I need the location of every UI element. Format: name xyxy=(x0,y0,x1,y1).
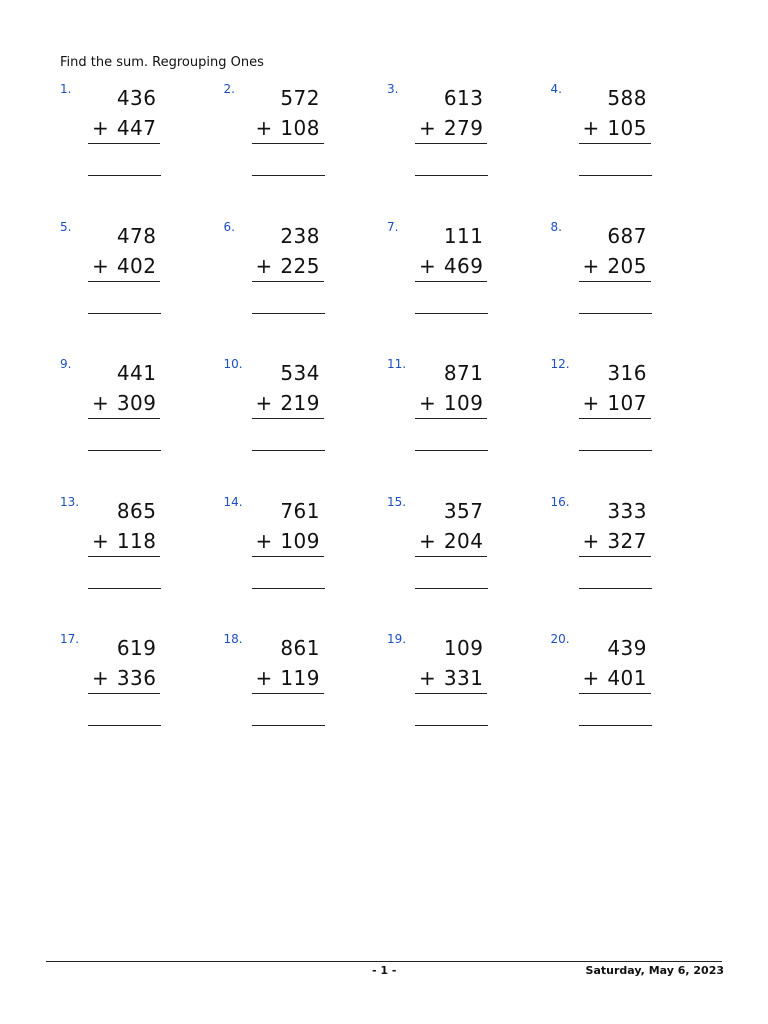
plus-sign: + xyxy=(92,253,109,278)
plus-sign: + xyxy=(582,528,600,553)
addition-problem xyxy=(60,495,224,633)
problem-number: 13. xyxy=(60,494,80,509)
addition-problem xyxy=(551,495,715,633)
sum-line xyxy=(88,556,160,557)
top-addend: 357 xyxy=(443,498,484,523)
plus-sign: + xyxy=(92,391,109,415)
problem-number: 1. xyxy=(60,82,72,96)
top-addend: 111 xyxy=(443,223,484,248)
addition-problem xyxy=(60,632,224,770)
problem-number: 16. xyxy=(550,494,570,509)
addition-problem xyxy=(551,632,715,770)
answer-line xyxy=(415,450,488,451)
answer-line xyxy=(579,313,652,314)
plus-sign: + xyxy=(419,116,436,140)
footer-divider xyxy=(46,961,722,962)
top-addend: 534 xyxy=(280,361,320,385)
problem-number: 7. xyxy=(387,219,399,234)
problem-number: 14. xyxy=(223,494,243,509)
plus-sign: + xyxy=(255,116,273,140)
addition-problem xyxy=(60,82,224,220)
bottom-addend: 105 xyxy=(607,116,647,140)
answer-line xyxy=(415,725,488,726)
top-addend: 761 xyxy=(280,498,320,523)
answer-line xyxy=(579,725,652,726)
problem-number: 5. xyxy=(60,219,72,234)
plus-sign: + xyxy=(92,116,109,140)
plus-sign: + xyxy=(255,528,273,553)
answer-line xyxy=(252,175,325,176)
answer-line xyxy=(88,450,161,451)
bottom-addend: 225 xyxy=(280,253,320,278)
addition-problem xyxy=(551,357,715,495)
top-addend: 436 xyxy=(116,86,157,110)
addition-problem xyxy=(60,220,224,358)
top-addend: 316 xyxy=(607,361,647,385)
bottom-addend: 401 xyxy=(607,666,647,690)
bottom-addend: 309 xyxy=(116,391,157,415)
top-addend: 619 xyxy=(116,636,157,660)
top-addend: 238 xyxy=(280,223,320,248)
sum-line xyxy=(252,693,324,694)
answer-line xyxy=(415,175,488,176)
problem-number: 15. xyxy=(387,494,407,509)
answer-line xyxy=(252,313,325,314)
addition-problem xyxy=(224,632,388,770)
addition-problem xyxy=(387,495,551,633)
top-addend: 441 xyxy=(116,361,157,385)
addition-problem xyxy=(387,82,551,220)
sum-line xyxy=(252,418,324,419)
sum-line xyxy=(415,281,487,282)
problem-number: 4. xyxy=(550,82,562,96)
sum-line xyxy=(88,418,160,419)
bottom-addend: 118 xyxy=(116,528,157,553)
sum-line xyxy=(415,556,487,557)
answer-line xyxy=(252,588,325,589)
plus-sign: + xyxy=(92,528,109,553)
answer-line xyxy=(252,725,325,726)
top-addend: 865 xyxy=(116,498,157,523)
sum-line xyxy=(252,143,324,144)
bottom-addend: 219 xyxy=(280,391,320,415)
top-addend: 478 xyxy=(116,223,157,248)
addition-problem xyxy=(551,82,715,220)
plus-sign: + xyxy=(582,116,600,140)
problem-number: 19. xyxy=(387,632,407,646)
answer-line xyxy=(415,313,488,314)
footer-date: Saturday, May 6, 2023 xyxy=(585,964,724,977)
plus-sign: + xyxy=(419,391,436,415)
answer-line xyxy=(579,588,652,589)
problem-grid xyxy=(60,82,714,770)
answer-line xyxy=(579,175,652,176)
bottom-addend: 327 xyxy=(607,528,647,553)
bottom-addend: 109 xyxy=(280,528,320,553)
problem-number: 8. xyxy=(550,219,562,234)
sum-line xyxy=(415,418,487,419)
sum-line xyxy=(252,281,324,282)
sum-line xyxy=(579,418,651,419)
page-number: - 1 - xyxy=(372,964,397,977)
sum-line xyxy=(252,556,324,557)
plus-sign: + xyxy=(419,528,436,553)
plus-sign: + xyxy=(582,391,600,415)
bottom-addend: 204 xyxy=(443,528,484,553)
plus-sign: + xyxy=(419,666,436,690)
addition-problem xyxy=(224,357,388,495)
bottom-addend: 402 xyxy=(116,253,157,278)
answer-line xyxy=(88,725,161,726)
bottom-addend: 119 xyxy=(280,666,320,690)
sum-line xyxy=(579,281,651,282)
top-addend: 588 xyxy=(607,86,647,110)
top-addend: 333 xyxy=(607,498,647,523)
plus-sign: + xyxy=(255,666,273,690)
answer-line xyxy=(88,588,161,589)
addition-problem xyxy=(387,220,551,358)
top-addend: 572 xyxy=(280,86,320,110)
problem-number: 2. xyxy=(223,82,235,96)
problem-number: 18. xyxy=(223,632,243,646)
top-addend: 687 xyxy=(607,223,647,248)
plus-sign: + xyxy=(419,253,436,278)
sum-line xyxy=(415,143,487,144)
answer-line xyxy=(579,450,652,451)
plus-sign: + xyxy=(582,253,600,278)
top-addend: 109 xyxy=(443,636,484,660)
addition-problem xyxy=(60,357,224,495)
bottom-addend: 108 xyxy=(280,116,320,140)
problem-number: 12. xyxy=(550,357,570,371)
plus-sign: + xyxy=(255,391,273,415)
bottom-addend: 447 xyxy=(116,116,157,140)
problem-number: 6. xyxy=(223,219,235,234)
top-addend: 861 xyxy=(280,636,320,660)
bottom-addend: 336 xyxy=(116,666,157,690)
answer-line xyxy=(88,175,161,176)
top-addend: 613 xyxy=(443,86,484,110)
problem-number: 20. xyxy=(550,632,570,646)
problem-number: 17. xyxy=(60,632,80,646)
top-addend: 439 xyxy=(607,636,647,660)
addition-problem xyxy=(224,220,388,358)
bottom-addend: 109 xyxy=(443,391,484,415)
sum-line xyxy=(579,693,651,694)
bottom-addend: 469 xyxy=(443,253,484,278)
answer-line xyxy=(415,588,488,589)
addition-problem xyxy=(551,220,715,358)
worksheet-instructions: Find the sum. Regrouping Ones xyxy=(60,55,264,70)
answer-line xyxy=(252,450,325,451)
addition-problem xyxy=(387,357,551,495)
problem-number: 3. xyxy=(387,82,399,96)
bottom-addend: 279 xyxy=(443,116,484,140)
plus-sign: + xyxy=(92,666,109,690)
addition-problem xyxy=(224,495,388,633)
problem-number: 10. xyxy=(223,357,243,371)
top-addend: 871 xyxy=(443,361,484,385)
problem-number: 9. xyxy=(60,357,72,371)
sum-line xyxy=(88,281,160,282)
plus-sign: + xyxy=(582,666,600,690)
sum-line xyxy=(579,556,651,557)
problem-number: 11. xyxy=(387,357,407,371)
sum-line xyxy=(579,143,651,144)
sum-line xyxy=(415,693,487,694)
sum-line xyxy=(88,693,160,694)
bottom-addend: 107 xyxy=(607,391,647,415)
bottom-addend: 331 xyxy=(443,666,484,690)
sum-line xyxy=(88,143,160,144)
answer-line xyxy=(88,313,161,314)
plus-sign: + xyxy=(255,253,273,278)
bottom-addend: 205 xyxy=(607,253,647,278)
addition-problem xyxy=(387,632,551,770)
addition-problem xyxy=(224,82,388,220)
